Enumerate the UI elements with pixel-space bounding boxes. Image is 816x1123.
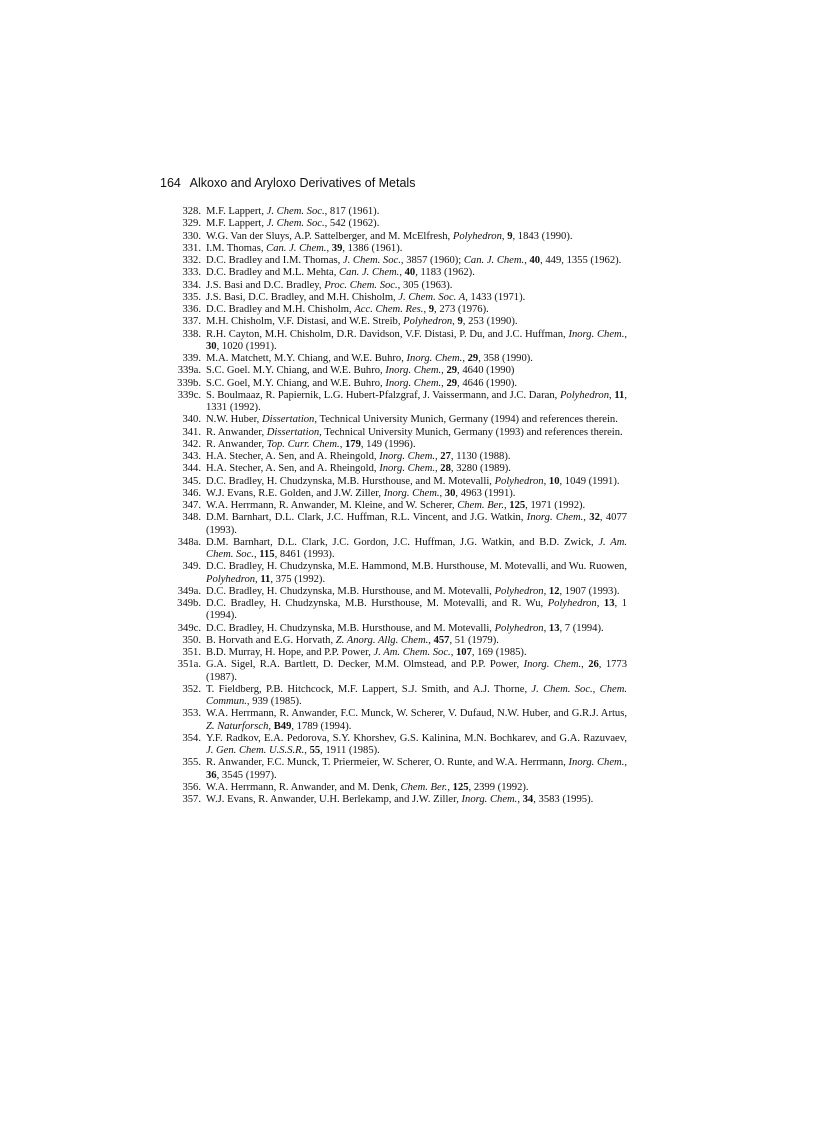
reference-number: 339. [182,353,201,364]
reference-text [206,463,627,475]
reference-text [206,561,627,586]
journal-name: J. Am. Chem. Soc. [373,647,451,658]
journal-name: Polyhedron [559,389,609,401]
volume-number: 36 [206,769,217,781]
citation-text: S.C. Goel. M.Y. Chiang, and W.E. Buhro, [206,365,386,377]
citation-text: , 1911 (1985). [320,745,380,756]
citation-text: , 149 (1996). [360,438,416,450]
reference-entry [160,500,627,512]
citation-text: , 1789 (1994). [291,720,352,732]
citation-text: W.A. Herrmann, R. Anwander, F.C. Munck, W. Scherer, V. Dufaud, N.W. Huber, and G.R.J. Artus, [206,708,627,720]
volume-number: 115 [259,549,275,560]
journal-name: Inorg. Chem. [461,794,518,805]
citation-text: , [447,781,453,793]
reference-text [206,708,627,733]
citation-text: D.C. Bradley, H. Chudzynska, M.B. Hursthouse, and M. Motevalli, [206,622,495,634]
citation-text: , [462,353,468,364]
citation-text: B.D. Murray, H. Hope, and P.P. Power, [206,647,374,658]
citation-text: D.C. Bradley, H. Chudzynska, M.E. Hammond, M.B. Hursthouse, M. Motevalli, and Wu. Ruowen, [206,561,627,573]
reference-entry [160,243,627,255]
citation-text: D.C. Bradley and I.M. Thomas, [206,255,343,266]
reference-entry [160,255,627,267]
reference-number: 347. [182,500,201,511]
citation-text: , [253,549,260,560]
reference-text [206,537,627,562]
reference-entry [160,684,627,709]
reference-list [160,206,627,806]
reference-entry [160,598,627,623]
citation-text: , 1386 (1961). [342,242,403,254]
journal-name: Polyhedron [206,573,256,585]
citation-text: , 817 (1961). [324,206,380,217]
citation-text: , [452,316,458,328]
reference-entry [160,365,627,377]
citation-text: D.C. Bradley, H. Chudzynska, M.B. Hursthouse, and M. Motevalli, [206,475,495,487]
citation-text: D.M. Barnhart, D.L. Clark, J.C. Gordon, J.C. Huffman, J.G. Watkin, and B.D. Zwick, [206,536,599,548]
volume-number: 30 [444,487,456,499]
citation-text: , 7 (1994). [559,622,604,634]
reference-number: 342. [182,438,201,450]
reference-text [206,292,627,304]
volume-number: 28 [440,463,451,475]
volume-number: 30 [206,340,217,352]
running-header [160,176,415,190]
citation-text: W.J. Evans, R. Anwander, U.H. Berlekamp, and J.W. Ziller, [206,794,462,805]
volume-number: 11 [614,389,625,401]
reference-entry [160,708,627,733]
reference-text [206,451,627,463]
citation-text: , Technical University Munich, Germany (1994) and references therein. [314,414,618,426]
reference-entry [160,414,627,426]
citation-text: W.A. Herrmann, R. Anwander, and M. Denk, [206,781,401,793]
reference-number: 351. [182,647,201,658]
reference-text [206,390,627,415]
citation-text: , [399,267,405,279]
citation-text: R.H. Cayton, M.H. Chisholm, D.R. Davidson, V.F. Distasi, P. Du, and J.C. Huffman, [206,328,569,340]
reference-number: 348a. [177,536,201,548]
volume-number: 13 [603,598,615,609]
reference-text [206,647,627,659]
citation-text: D.C. Bradley, H. Chudzynska, M.B. Hursthouse, M. Motevalli, and R. Wu, [206,598,548,609]
reference-number: 357. [182,794,201,805]
citation-text: , 4640 (1990) [457,365,515,377]
volume-number: 55 [309,745,321,756]
reference-entry [160,733,627,758]
journal-name: Polyhedron [403,316,453,328]
reference-text [206,329,627,354]
citation-text: , 1331 (1992). [206,389,627,413]
journal-name: Polyhedron [494,585,544,597]
volume-number: 40 [529,255,541,266]
citation-text: J.S. Basi and D.C. Bradley, [206,279,325,291]
journal-name: J. Gen. Chem. U.S.S.R. [206,745,305,756]
reference-number: 339a. [177,365,201,377]
reference-entry [160,427,627,439]
reference-number: 341. [182,426,201,438]
reference-number: 330. [182,230,201,242]
volume-number: 179 [344,438,361,450]
citation-text: H.A. Stecher, A. Sen, and A. Rheingold, [206,463,380,475]
citation-text: , [268,720,274,732]
citation-text: M.A. Matchett, M.Y. Chiang, and W.E. Buhro, [206,353,407,364]
citation-text: , [304,745,310,756]
citation-text: , [624,757,628,769]
reference-text [206,500,627,512]
citation-text: , [255,573,261,585]
reference-text [206,659,627,684]
citation-text: , 1049 (1991). [559,475,620,487]
volume-number: 9 [457,316,463,328]
journal-name: J. Chem. Soc. [266,206,325,217]
reference-entry [160,267,627,279]
journal-name: Chem. Ber. [400,781,448,793]
reference-entry [160,329,627,354]
citation-text: , 305 (1963). [397,279,453,291]
citation-text: W.J. Evans, R.E. Golden, and J.W. Ziller, [206,487,384,499]
journal-name: Inorg. Chem. [526,512,584,524]
citation-text: , [596,598,604,609]
journal-name: Inorg. Chem. [523,659,582,671]
citation-text: , 939 (1985). [246,696,302,707]
reference-number: 344. [182,463,201,475]
reference-text [206,512,627,537]
citation-text: M.H. Chisholm, V.F. Distasi, and W.E. Streib, [206,316,404,328]
citation-text: , [441,365,447,377]
citation-text: , [524,255,530,266]
reference-text [206,243,627,255]
reference-entry [160,353,627,365]
reference-entry [160,304,627,316]
reference-text [206,684,627,709]
journal-name: Dissertation [266,426,320,438]
citation-text: , [439,487,445,499]
citation-text: , 1433 (1971). [465,291,526,303]
reference-number: 348. [182,512,201,524]
reference-number: 352. [182,683,201,695]
journal-name: Inorg. Chem. [568,757,625,769]
volume-number: 39 [331,242,343,254]
reference-number: 346. [182,487,201,499]
citation-text: , 358 (1990). [478,353,533,364]
citation-text: , 1773 (1987). [206,659,628,683]
reference-entry [160,635,627,647]
citation-text: , [517,794,523,805]
citation-text: , [435,451,441,462]
citation-text: , [543,622,549,634]
citation-text: , 1183 (1962). [415,267,475,279]
reference-number: 343. [182,451,201,462]
reference-entry [160,647,627,659]
volume-number: 29 [446,365,458,377]
reference-entry [160,476,627,488]
citation-text: R. Anwander, [206,438,267,450]
volume-number: 29 [446,377,458,389]
reference-entry [160,623,627,635]
journal-name: Can. J. Chem. [339,267,400,279]
reference-text [206,231,627,243]
journal-name: J. Chem. Soc. [342,255,401,266]
reference-text [206,206,627,218]
reference-entry [160,512,627,537]
citation-text: , [609,389,615,401]
citation-text: M.F. Lappert, [206,218,267,230]
reference-number: 339c. [177,389,201,401]
citation-text: , 253 (1990). [462,316,518,328]
citation-text: W.G. Van der Sluys, A.P. Sattelberger, and M. McElfresh, [206,230,453,242]
journal-name: Z. Anorg. Allg. Chem. [335,634,429,646]
citation-text: , 1130 (1988). [450,451,511,462]
volume-number: 40 [404,267,416,279]
citation-text: , 3545 (1997). [216,769,277,781]
volume-number: 26 [588,659,599,671]
citation-text: D.C. Bradley and M.H. Chisholm, [206,304,355,315]
volume-number: 13 [548,622,560,634]
volume-number: 32 [589,512,600,524]
citation-text: , 1971 (1992). [525,500,586,511]
reference-entry [160,659,627,684]
citation-text: N.W. Huber, [206,414,262,426]
reference-entry [160,280,627,292]
citation-text: , 8461 (1993). [274,549,335,560]
journal-name: Inorg. Chem. [383,487,440,499]
reference-text [206,427,627,439]
journal-name: Dissertation [261,414,315,426]
citation-text: , [503,500,510,511]
citation-text: R. Anwander, [206,426,267,438]
reference-text [206,598,627,623]
reference-number: 329. [182,218,201,230]
citation-text: , 4646 (1990). [457,377,518,389]
journal-name: Inorg. Chem. [568,328,625,340]
volume-number: 457 [433,634,450,646]
citation-text: D.C. Bradley, H. Chudzynska, M.B. Hursthouse, and M. Motevalli, [206,585,495,597]
volume-number: 107 [455,647,472,658]
reference-text [206,782,627,794]
citation-text: S.C. Goel, M.Y. Chiang, and W.E. Buhro, [206,377,386,389]
journal-name: Polyhedron [452,230,502,242]
citation-text: , 1 (1994). [206,598,627,622]
citation-text: , 449, 1355 (1962). [540,255,622,266]
reference-text [206,414,627,426]
citation-text: I.M. Thomas, [206,242,267,254]
journal-name: Chem. Ber. [457,500,504,511]
journal-name: Acc. Chem. Res. [354,304,424,315]
reference-number: 332. [182,255,201,266]
volume-number: 11 [260,573,271,585]
citation-text: B. Horvath and E.G. Horvath, [206,634,336,646]
citation-text: , [435,463,441,475]
volume-number: 125 [509,500,526,511]
reference-entry [160,390,627,415]
journal-name: Z. Naturforsch [206,720,269,732]
citation-text: M.F. Lappert, [206,206,267,217]
citation-text: , 542 (1962). [324,218,380,230]
citation-text: H.A. Stecher, A. Sen, and A. Rheingold, [206,451,380,462]
citation-text: , [423,304,429,315]
reference-number: 350. [182,634,201,646]
volume-number: 34 [522,794,534,805]
citation-text: , 1907 (1993). [559,585,620,597]
reference-entry [160,757,627,782]
citation-text: , 51 (1979). [449,634,499,646]
reference-number: 349a. [177,585,201,597]
reference-number: 333. [182,267,201,279]
reference-text [206,316,627,328]
reference-text [206,439,627,451]
citation-text: D.M. Barnhart, D.L. Clark, J.C. Huffman, R.L. Vincent, and J.G. Watkin, [206,512,527,524]
journal-name: J. Am. Chem. Soc. [206,536,627,560]
reference-number: 355. [182,757,201,769]
journal-name: J. Chem. Soc. A [398,291,466,303]
citation-text: , [543,475,549,487]
citation-text: S. Boulmaaz, R. Papiernik, L.G. Hubert-Pfalzgraf, J. Vaissermann, and J.C. Daran, [206,389,560,401]
reference-number: 331. [182,242,201,254]
journal-name: J. Chem. Soc. [266,218,325,230]
reference-text [206,267,627,279]
citation-text: , 4077 (1993). [206,512,628,536]
reference-entry [160,206,627,218]
reference-text [206,757,627,782]
citation-text: T. Fieldberg, P.B. Hitchcock, M.F. Lappert, S.J. Smith, and A.J. Thorne, [206,683,532,695]
reference-number: 334. [182,279,201,291]
volume-number: 27 [440,451,451,462]
reference-number: 337. [182,316,201,328]
citation-text: R. Anwander, F.C. Munck, T. Priermeier, W. Scherer, O. Runte, and W.A. Herrmann, [206,757,569,769]
reference-number: 349. [182,561,201,573]
reference-entry [160,488,627,500]
reference-entry [160,218,627,230]
citation-text: J.S. Basi, D.C. Bradley, and M.H. Chisholm, [206,291,399,303]
journal-name: J. Chem. Soc., Chem. Commun. [206,683,627,707]
journal-name: Polyhedron [547,598,597,609]
reference-entry [160,451,627,463]
reference-number: 336. [182,304,201,315]
reference-text [206,218,627,230]
journal-name: Polyhedron [494,475,544,487]
journal-name: Inorg. Chem. [385,365,442,377]
citation-text: , 2399 (1992). [468,781,529,793]
reference-number: 349c. [177,622,201,634]
reference-text [206,255,627,267]
reference-number: 338. [182,328,201,340]
citation-text: , [581,659,589,671]
reference-number: 354. [182,732,201,744]
reference-entry [160,586,627,598]
reference-number: 351a. [177,659,201,671]
citation-text: , 273 (1976). [434,304,489,315]
reference-text [206,365,627,377]
citation-text: , [428,634,434,646]
running-title: Alkoxo and Aryloxo Derivatives of Metals [189,176,416,190]
citation-text: , 3280 (1989). [450,463,511,475]
reference-number: 356. [182,781,201,793]
journal-name: Can. J. Chem. [463,255,525,266]
citation-text: , [339,438,345,450]
citation-text: D.C. Bradley and M.L. Mehta, [206,267,339,279]
reference-entry [160,537,627,562]
reference-text [206,586,627,598]
reference-number: 340. [182,414,201,426]
reference-text [206,476,627,488]
volume-number: B49 [273,720,292,732]
reference-text [206,280,627,292]
journal-name: Inorg. Chem. [406,353,463,364]
reference-entry [160,378,627,390]
reference-number: 349b. [177,598,201,609]
journal-name: Inorg. Chem. [385,377,442,389]
reference-entry [160,463,627,475]
volume-number: 125 [452,781,469,793]
reference-text [206,378,627,390]
page-number: 164 [160,176,181,190]
citation-text: , 1843 (1990). [512,230,573,242]
citation-text: , [501,230,508,242]
journal-name: Polyhedron [494,622,544,634]
journal-name: Inorg. Chem. [379,451,435,462]
citation-text: , [441,377,447,389]
reference-entry [160,316,627,328]
reference-text [206,304,627,316]
journal-name: Top. Curr. Chem. [266,438,340,450]
reference-number: 345. [182,475,201,487]
citation-text: , 4963 (1991). [455,487,516,499]
reference-number: 353. [182,708,201,720]
reference-entry [160,561,627,586]
citation-text: , 375 (1992). [270,573,326,585]
citation-text: , 1020 (1991). [216,340,277,352]
citation-text: Y.F. Radkov, E.A. Pedorova, S.Y. Khorshev, G.S. Kalinina, M.N. Bochkarev, and G.A. Razuvaev, [206,732,627,744]
reference-entry [160,292,627,304]
citation-text: , [450,647,456,658]
reference-entry [160,782,627,794]
journal-name: Can. J. Chem. [266,242,327,254]
citation-text: , [543,585,549,597]
reference-text [206,733,627,758]
journal-name: Proc. Chem. Soc. [324,279,398,291]
citation-text: , 3583 (1995). [533,794,594,805]
citation-text: , 3857 (1960); [400,255,464,266]
citation-text: , [583,512,590,524]
volume-number: 29 [467,353,479,364]
citation-text: , [326,242,332,254]
reference-number: 339b. [177,377,201,389]
reference-text [206,488,627,500]
reference-text [206,623,627,635]
reference-text [206,794,627,806]
citation-text: G.A. Sigel, R.A. Bartlett, D. Decker, M.M. Olmstead, and P.P. Power, [206,659,524,671]
reference-entry [160,794,627,806]
reference-number: 328. [182,206,201,217]
volume-number: 12 [548,585,560,597]
citation-text: , [624,328,628,340]
volume-number: 9 [428,304,435,315]
journal-name: Inorg. Chem. [379,463,435,475]
reference-text [206,635,627,647]
volume-number: 10 [548,475,560,487]
citation-text: , Technical University Munich, Germany (1993) and references therein. [319,426,623,438]
volume-number: 9 [507,230,513,242]
reference-entry [160,231,627,243]
reference-number: 335. [182,291,201,303]
citation-text: W.A. Herrmann, R. Anwander, M. Kleine, and W. Scherer, [206,500,458,511]
reference-text [206,353,627,365]
citation-text: , 169 (1985). [471,647,527,658]
reference-entry [160,439,627,451]
